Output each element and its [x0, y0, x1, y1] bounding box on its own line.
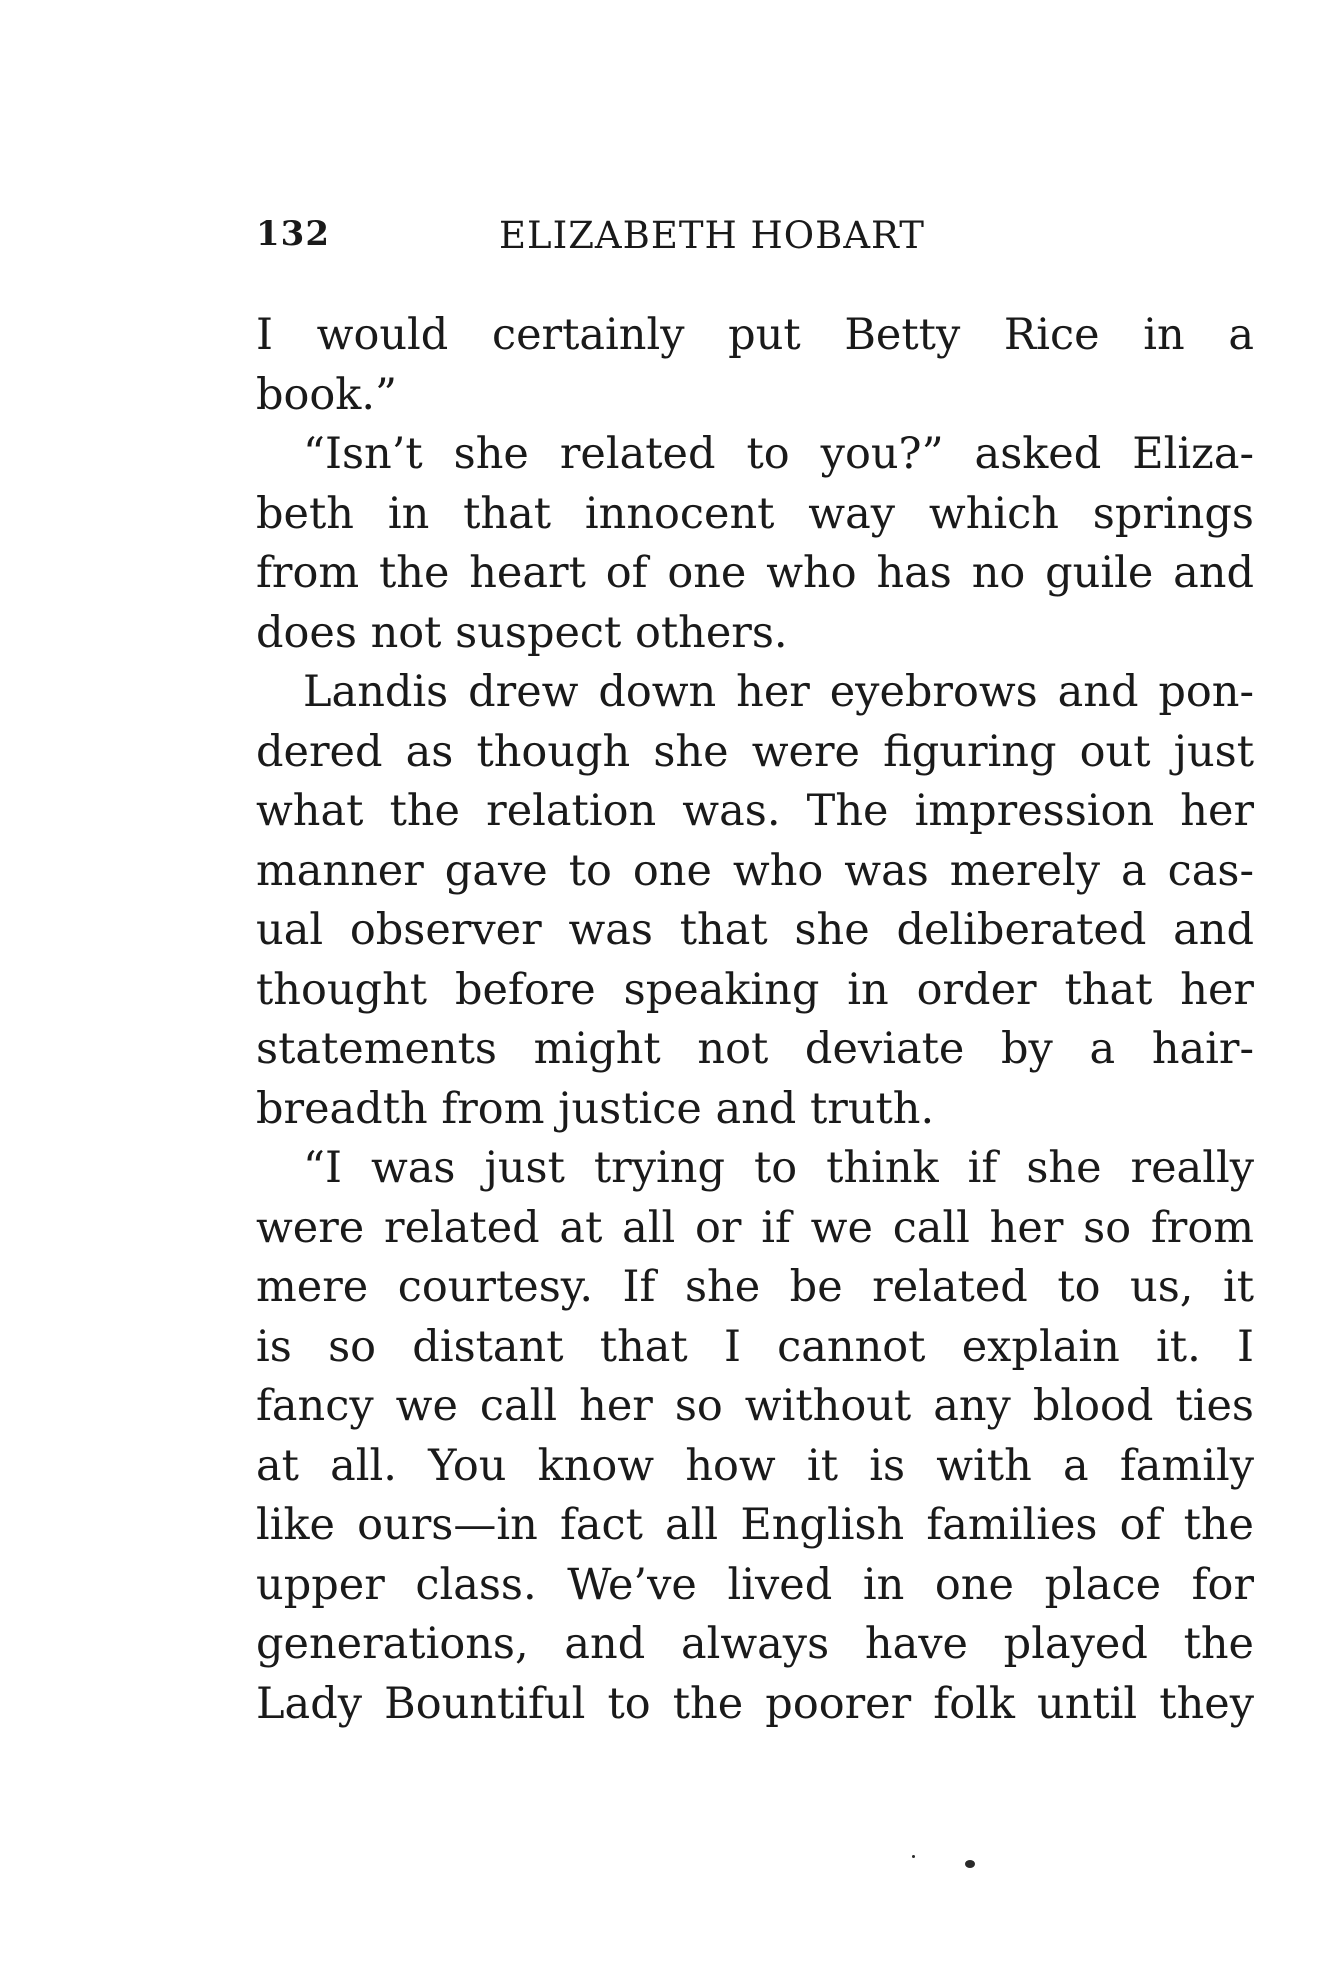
text-line: does not suspect others.: [256, 607, 788, 658]
text-line: from the heart of one who has no guile and: [256, 548, 1254, 598]
ink-speck: [965, 1860, 975, 1868]
running-title: ELIZABETH HOBART: [499, 214, 925, 257]
text-line: beth in that innocent way which springs: [256, 488, 1254, 539]
text-line: like ours—in fact all English families of the: [256, 1500, 1254, 1550]
text-line: manner gave to one who was merely a cas-: [256, 845, 1254, 896]
text-line: I would certainly put Betty Rice in a: [256, 310, 1254, 360]
text-line: Lady Bountiful to the poorer folk until they: [256, 1678, 1254, 1729]
text-line: upper class. We’ve lived in one place for: [256, 1559, 1254, 1610]
text-line: fancy we call her so without any blood ties: [256, 1381, 1254, 1431]
text-line: dered as though she were figuring out just: [256, 726, 1254, 777]
body-text: [256, 306, 1254, 1734]
text-line: mere courtesy. If she be related to us, it: [256, 1262, 1254, 1312]
text-line: ual observer was that she deliberated and: [256, 905, 1254, 955]
text-line: book.”: [256, 369, 398, 420]
text-line: what the relation was. The impression her: [256, 786, 1254, 836]
text-line: “Isn’t she related to you?” asked Eliza-: [303, 429, 1254, 479]
text-line: is so distant that I cannot explain it. I: [256, 1321, 1254, 1372]
ink-speck: [912, 1855, 915, 1858]
text-line: thought before speaking in order that her: [256, 964, 1254, 1015]
text-line: breadth from justice and truth.: [256, 1083, 935, 1134]
page-header: [256, 214, 1256, 264]
text-line: were related at all or if we call her so from: [256, 1202, 1254, 1253]
page-number: 132: [256, 214, 330, 254]
text-line: “I was just trying to think if she really: [303, 1143, 1254, 1193]
text-line: generations, and always have played the: [256, 1619, 1254, 1669]
text-line: Landis drew down her eyebrows and pon-: [303, 667, 1254, 717]
text-line: statements might not deviate by a hair-: [256, 1024, 1254, 1074]
text-line: at all. You know how it is with a family: [256, 1440, 1254, 1491]
